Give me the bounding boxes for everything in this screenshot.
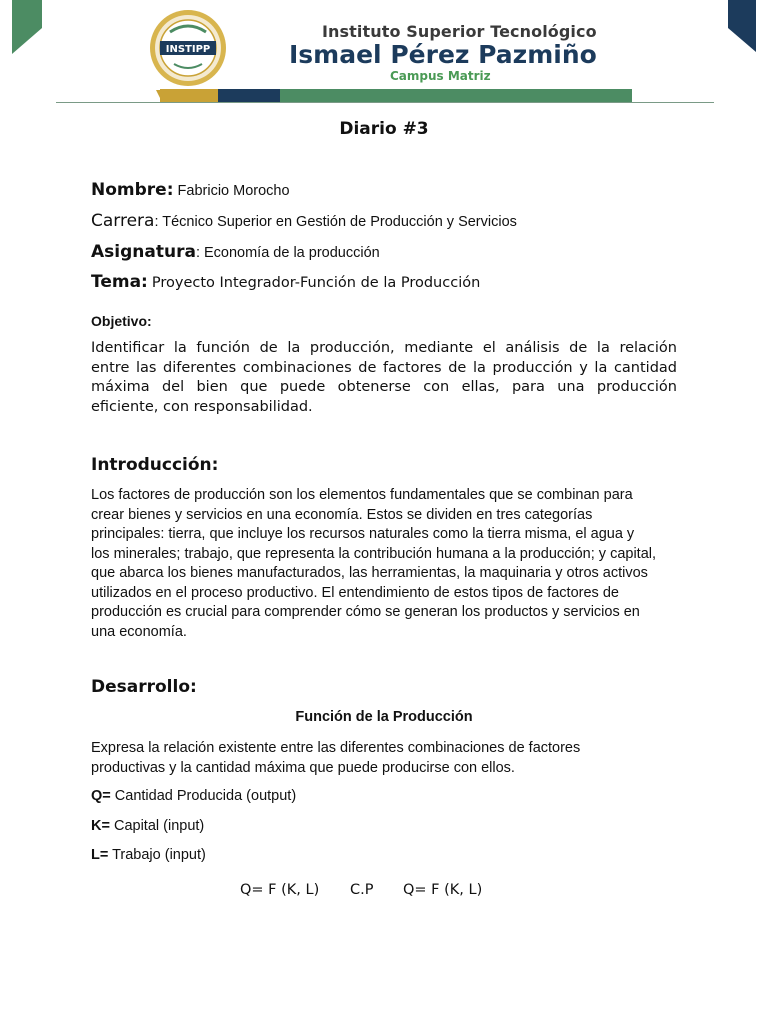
desarrollo-paragraph	[91, 739, 681, 778]
formula-middle: C.P	[350, 882, 374, 898]
header-rule	[56, 102, 714, 103]
definition-text: Capital (input)	[109, 818, 205, 834]
field-nombre-label: Nombre:	[91, 180, 174, 200]
definition-key: L=	[91, 847, 109, 863]
objetivo-line: eficiente, con responsabilidad.	[91, 398, 313, 415]
corner-decoration-right	[728, 0, 756, 52]
field-asignatura-value: : Economía de la producción	[195, 245, 380, 261]
objetivo-text	[91, 339, 677, 417]
field-tema-value: Proyecto Integrador-Función de la Producción	[151, 275, 481, 291]
field-asignatura-label: Asignatura	[91, 242, 196, 262]
logo-text: INSTIPP	[165, 44, 211, 55]
paragraph-line: utilizados en el proceso productivo. El entendimiento de estos tipos de factores de	[91, 584, 619, 601]
desarrollo-subtitle: Función de la Producción	[295, 709, 473, 725]
field-carrera	[91, 211, 517, 231]
paragraph-line: crear bienes y servicios en una economía. Estos se dividen en tres categorías	[91, 506, 593, 523]
field-carrera-label: Carrera	[91, 211, 155, 231]
paragraph-line: que abarca los bienes manufacturados, las herramientas, la maquinaria y otros activos	[91, 565, 648, 581]
formula-left: Q= F (K, L)	[240, 882, 320, 898]
definition-k	[91, 818, 204, 834]
objetivo-line: máxima del bien que puede obtenerse con ellas, para una producción	[91, 379, 677, 395]
introduccion-heading: Introducción:	[91, 455, 219, 475]
objetivo-line: entre las diferentes combinaciones de factores de la producción y la cantidad	[91, 359, 677, 376]
paragraph-line: productivas y la cantidad máxima que puede producirse con ellos.	[91, 759, 515, 776]
field-nombre-value: Fabricio Morocho	[177, 183, 290, 199]
field-nombre	[91, 180, 290, 200]
definition-key: Q=	[91, 788, 111, 804]
definition-text: Cantidad Producida (output)	[110, 788, 297, 804]
institute-name-line2: Ismael Pérez Pazmiño	[289, 40, 597, 69]
paragraph-line: Expresa la relación existente entre las diferentes combinaciones de factores	[91, 740, 581, 756]
introduccion-paragraph	[91, 486, 681, 642]
corner-decoration-left	[12, 0, 42, 54]
header-bar-green	[280, 89, 632, 103]
objetivo-label: Objetivo:	[91, 313, 152, 329]
definition-q	[91, 788, 296, 804]
field-carrera-value: : Técnico Superior en Gestión de Producción y Servicios	[154, 214, 517, 230]
formula-right: Q= F (K, L)	[403, 882, 483, 898]
paragraph-line: principales: tierra, que incluye los recursos naturales como la tierra misma, el agua y	[91, 526, 635, 542]
header-bar-navy	[218, 89, 280, 103]
institute-name-line1: Instituto Superior Tecnológico	[322, 22, 597, 41]
desarrollo-heading: Desarrollo:	[91, 677, 197, 697]
objetivo-line: Identificar la función de la producción, mediante el análisis de la relación	[91, 340, 677, 356]
paragraph-line: los minerales; trabajo, que representa la contribución humana a la producción; y capital,	[91, 545, 657, 562]
definition-key: K=	[91, 818, 110, 834]
field-asignatura	[91, 242, 380, 262]
header-bar-gold	[160, 89, 218, 103]
document-title: Diario #3	[339, 119, 429, 139]
paragraph-line: producción es crucial para comprender cómo se generan los productos y servicios en	[91, 604, 640, 620]
campus-name: Campus Matriz	[390, 69, 491, 83]
definition-text: Trabajo (input)	[108, 847, 206, 863]
definition-l	[91, 847, 206, 863]
field-tema-label: Tema:	[91, 272, 148, 292]
field-tema	[91, 272, 480, 292]
paragraph-line: una economía.	[91, 623, 187, 640]
paragraph-line: Los factores de producción son los elementos fundamentales que se combinan para	[91, 487, 633, 503]
